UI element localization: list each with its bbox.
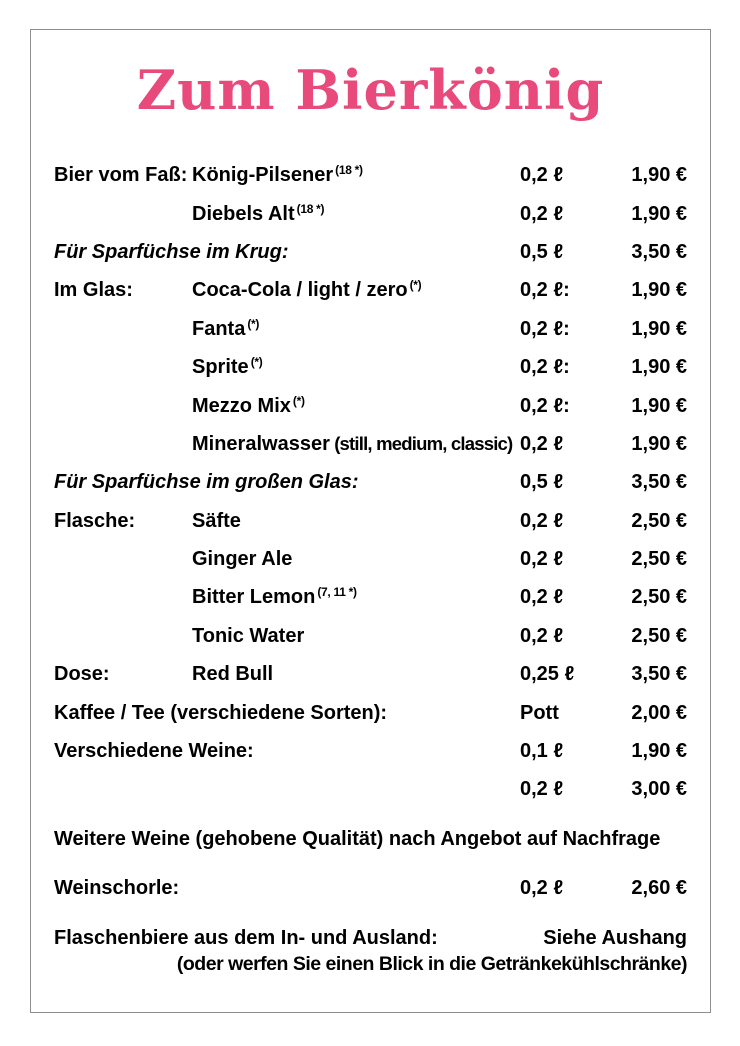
row-label: Kaffee / Tee (verschiedene Sorten):	[54, 701, 388, 724]
quantity: 0,2 ℓ	[520, 586, 564, 609]
row-label: Für Sparfüchse im großen Glas:	[54, 471, 359, 494]
menu-row	[54, 693, 687, 731]
item-name: Mezzo Mix (*)	[192, 393, 305, 417]
item-name: Red Bull	[192, 663, 274, 686]
price: 3,50 €	[631, 240, 687, 263]
quantity: 0,2 ℓ	[520, 624, 564, 647]
menu-row	[54, 502, 687, 540]
category-label: Flasche:	[54, 509, 136, 532]
menu-row	[54, 386, 687, 424]
item-name: Diebels Alt $^{(18 *)}$	[192, 201, 325, 225]
quantity: 0,1 ℓ	[520, 740, 564, 763]
item-name: Fanta (*)	[192, 316, 260, 340]
price: 1,90 €	[631, 740, 687, 763]
menu-row	[54, 869, 687, 907]
footnote-mark: (*)	[247, 316, 260, 331]
quantity: 0,2 ℓ:	[520, 279, 570, 302]
category-label: Bier vom Faß:	[54, 164, 188, 187]
quantity: 0,2 ℓ	[520, 164, 564, 187]
row-label: Verschiedene Weine:	[54, 740, 254, 763]
quantity: Pott	[520, 701, 559, 724]
price: 2,50 €	[631, 586, 687, 609]
menu-row	[54, 233, 687, 271]
row-label: Für Sparfüchse im Krug:	[54, 240, 289, 263]
price: 1,90 €	[631, 279, 687, 302]
menu-row	[54, 951, 687, 979]
price: 1,90 €	[631, 356, 687, 379]
price: 2,60 €	[631, 877, 687, 900]
price: 1,90 €	[631, 394, 687, 417]
footnote-mark: (*)	[292, 393, 305, 408]
menu-row	[54, 617, 687, 655]
item-name: Tonic Water	[192, 624, 305, 647]
item-name: König-Pilsener $^{(18 *)}$	[192, 163, 363, 187]
item-name: Coca-Cola / light / zero (*)	[192, 278, 422, 302]
footnote-mark: (18 *)	[335, 163, 363, 178]
footnote-mark: (*)	[250, 355, 263, 370]
menu-row	[54, 348, 687, 386]
item-name: Sprite (*)	[192, 355, 263, 379]
menu-row	[54, 820, 687, 858]
quantity: 0,2 ℓ	[520, 548, 564, 571]
footnote-mark: (*)	[409, 278, 422, 293]
menu-row	[54, 578, 687, 616]
menu-row	[54, 425, 687, 463]
quantity: 0,2 ℓ:	[520, 356, 570, 379]
menu-row	[54, 655, 687, 693]
price: 3,50 €	[631, 663, 687, 686]
price: 1,90 €	[631, 432, 687, 455]
quantity: 0,5 ℓ	[520, 471, 564, 494]
menu-row	[54, 194, 687, 232]
item-name: Bitter Lemon $^{(7, 11 *)}$	[192, 585, 357, 609]
menu-row	[54, 540, 687, 578]
price: 3,50 €	[631, 471, 687, 494]
price: 2,50 €	[631, 509, 687, 532]
row-label: Flaschenbiere aus dem In- und Ausland:	[54, 926, 438, 949]
menu-row	[54, 770, 687, 808]
price: 1,90 €	[631, 317, 687, 340]
menu-row	[54, 271, 687, 309]
menu-page	[30, 29, 711, 1013]
item-name: Säfte	[192, 509, 241, 532]
menu-row	[54, 463, 687, 501]
price: 2,50 €	[631, 548, 687, 571]
menu-row	[54, 156, 687, 194]
quantity: 0,5 ℓ	[520, 240, 564, 263]
quantity: 0,2 ℓ:	[520, 394, 570, 417]
footnote-mark: (7, 11 *)	[317, 585, 357, 600]
quantity: 0,25 ℓ	[520, 663, 575, 686]
page-title: Zum Bierkönig	[136, 58, 605, 122]
price: 2,00 €	[631, 701, 687, 724]
item-variants: (still, medium, classic)	[329, 432, 513, 454]
item-name: Mineralwasser (still, medium, classic)	[192, 432, 513, 455]
quantity: 0,2 ℓ	[520, 778, 564, 801]
menu-row	[54, 732, 687, 770]
quantity: 0,2 ℓ	[520, 877, 564, 900]
quantity: 0,2 ℓ	[520, 432, 564, 455]
menu-rows	[54, 156, 687, 979]
row-value: Siehe Aushang	[543, 926, 687, 949]
price: 1,90 €	[631, 202, 687, 225]
category-label: Dose:	[54, 663, 110, 686]
row-label: Weitere Weine (gehobene Qualität) nach Angebot auf Nachfrage	[54, 827, 661, 850]
row-label: Weinschorle:	[54, 877, 180, 900]
menu-note: (oder werfen Sie einen Blick in die Getränkekühlschränke)	[176, 953, 687, 976]
price: 1,90 €	[631, 164, 687, 187]
price: 2,50 €	[631, 624, 687, 647]
category-label: Im Glas:	[54, 279, 133, 302]
footnote-mark: (18 *)	[296, 201, 325, 216]
item-name: Ginger Ale	[192, 548, 293, 571]
menu-row	[54, 310, 687, 348]
quantity: 0,2 ℓ	[520, 202, 564, 225]
price: 3,00 €	[631, 778, 687, 801]
quantity: 0,2 ℓ:	[520, 317, 570, 340]
quantity: 0,2 ℓ	[520, 509, 564, 532]
